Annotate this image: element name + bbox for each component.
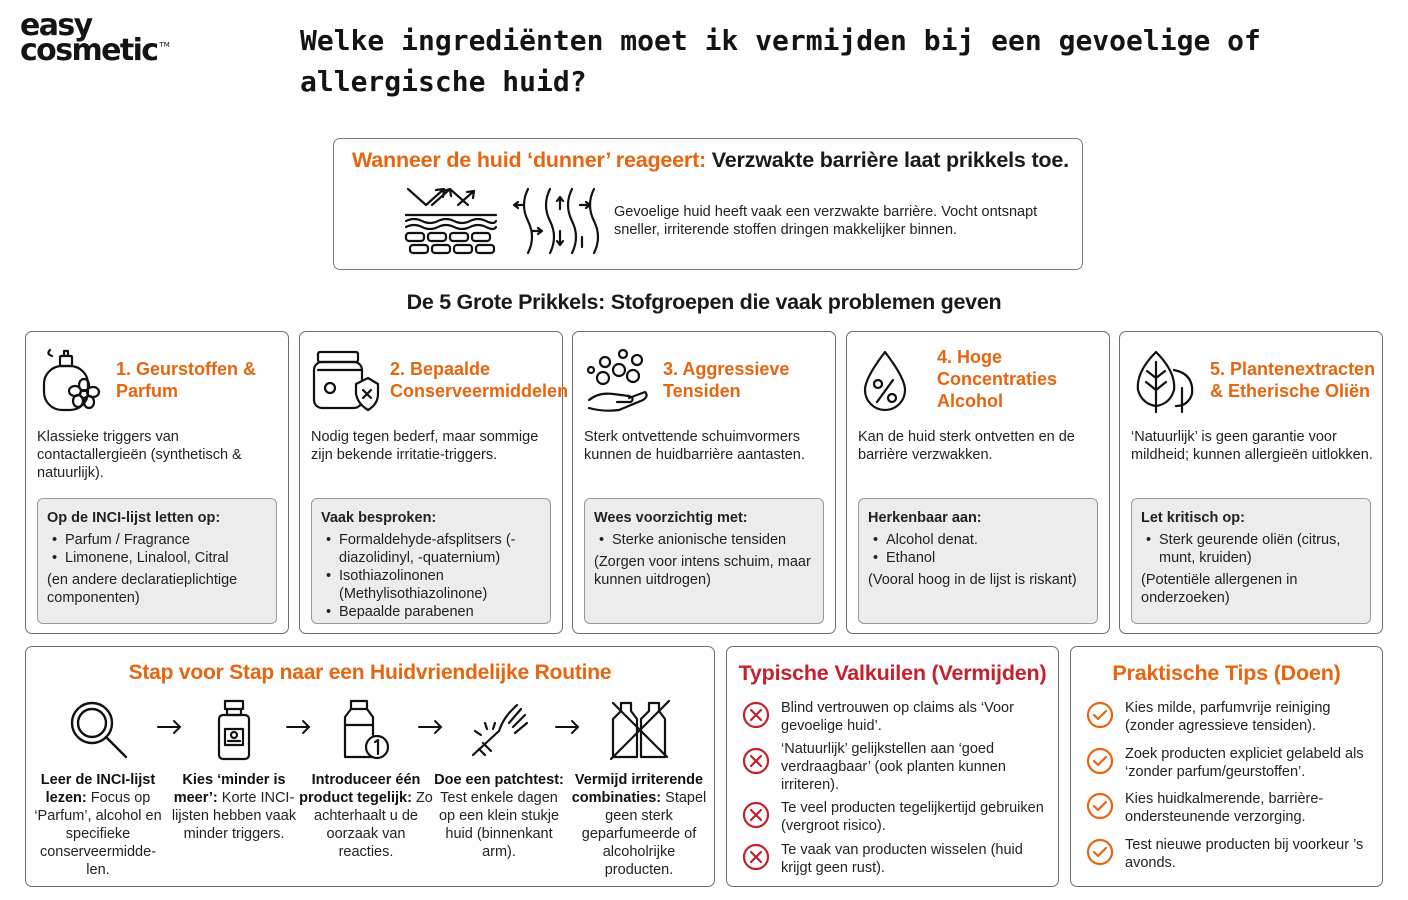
ingredient-list xyxy=(321,531,550,621)
step-body: Focus op ‘Parfum’, alcohol en specifieke conserveermidde-len. xyxy=(34,790,162,878)
list-item: • Alcohol denat. xyxy=(868,531,1097,549)
jar-shield-icon xyxy=(312,348,380,414)
pitfall-text: ‘Natuurlijk’ gelijkstellen aan ‘goed verdraagbaar’ (ook planten kunnen irriteren). xyxy=(781,741,1006,793)
barrier-description: Gevoelige huid heeft vaak een verzwakte barrière. Vocht ontsnapt sneller, irriterende stoffen dringen makkelijker binnen. xyxy=(614,204,1038,238)
routine-steps-box xyxy=(25,646,715,887)
irritant-card-preservatives xyxy=(299,331,569,634)
card-title: 4. Hoge Concentraties Alcohol xyxy=(937,347,1058,411)
list-item: • Bepaalde parabenen xyxy=(321,603,550,621)
pitfall-item xyxy=(741,799,1051,835)
step-heading: Doe een patchtest: xyxy=(434,772,564,788)
list-item: • Limonene, Linalool, Citral xyxy=(47,549,276,567)
routine-step-5 xyxy=(570,771,708,879)
irritant-card-plant-extracts xyxy=(1119,331,1383,634)
pitfalls-title: Typische Valkuilen (Vermijden) xyxy=(738,661,1047,685)
irritant-card-surfactants xyxy=(572,331,836,634)
ingredient-list xyxy=(868,531,1097,567)
step-heading: Leer de INCI-lijst lezen: xyxy=(40,772,156,806)
step-body: Stapel geen sterk geparfumeerde of alcoholrijke producten. xyxy=(581,790,707,878)
inci-watch-box xyxy=(311,498,551,624)
inner-label: Wees voorzichtig met: xyxy=(594,510,748,526)
tip-item xyxy=(1085,745,1377,781)
pitfall-text: Te veel producten tegelijkertijd gebruiken (vergroot risico). xyxy=(781,800,1044,834)
list-item: • Ethanol xyxy=(868,549,1097,567)
tip-item xyxy=(1085,699,1377,735)
cross-circle-icon xyxy=(741,842,771,872)
card-description: ‘Natuurlijk’ is geen garantie voor mildheid; kunnen allergieën uitlokken. xyxy=(1131,429,1373,463)
routine-step-1 xyxy=(30,771,166,879)
tip-item xyxy=(1085,790,1377,826)
barrier-heading xyxy=(352,148,1069,173)
ingredient-list xyxy=(594,531,823,549)
inner-note: (en andere declaratieplichtige componenten) xyxy=(47,572,238,606)
pitfall-item xyxy=(741,699,1051,735)
step-heading: Kies ‘minder is meer’: xyxy=(173,772,286,806)
brand-logo xyxy=(20,8,180,68)
magnifier-icon xyxy=(68,699,130,761)
recognition-box xyxy=(858,498,1098,624)
card-description: Kan de huid sterk ontvetten en de barrière verzwakken. xyxy=(858,429,1075,463)
brand-line-1: easy xyxy=(20,8,92,43)
list-item: • Formaldehyde-afsplitsers (-diazolidinyl, -quaternium) xyxy=(321,531,550,567)
tip-text: Kies milde, parfumvrije reiniging (zonder agressieve tensiden). xyxy=(1125,700,1331,734)
routine-step-2 xyxy=(166,771,302,843)
card-title: 2. Bepaalde Conserveermiddelen xyxy=(390,359,569,401)
step-heading: Vermijd irriterende combinaties: xyxy=(571,772,704,806)
tips-box xyxy=(1070,646,1383,887)
inner-note: (Zorgen voor intens schuim, maar kunnen uitdrogen) xyxy=(594,554,811,588)
tip-text: Test nieuwe producten bij voorkeur ’s avonds. xyxy=(1125,837,1364,871)
percent-drop-icon xyxy=(859,348,927,414)
patch-test-arm-icon xyxy=(469,699,531,761)
list-item: • Parfum / Fragrance xyxy=(47,531,276,549)
step-body: Korte INCI-lijsten hebben vaak minder triggers. xyxy=(171,790,297,842)
caution-box xyxy=(584,498,824,624)
barrier-heading-accent: Wanneer de huid ‘dunner’ reageert: xyxy=(352,148,706,172)
card-title: 3. Aggressieve Tensiden xyxy=(663,359,790,401)
routine-title: Stap voor Stap naar een Huidvriendelijke Routine xyxy=(128,661,612,684)
trademark-mark: TM xyxy=(159,40,170,49)
routine-step-4 xyxy=(432,771,566,861)
page-title: Welke ingrediënten moet ik vermijden bij een gevoelige of allergische huid? xyxy=(300,24,1261,98)
cross-circle-icon xyxy=(741,746,771,776)
inner-note: (Vooral hoog in de lijst is riskant) xyxy=(868,572,1077,588)
arrow-right-icon xyxy=(285,717,313,737)
tip-text: Zoek producten expliciet gelabeld als ‘zonder parfum/geurstoffen’. xyxy=(1125,746,1364,780)
step-heading: Introduceer één product tegelijk: xyxy=(299,772,421,806)
inner-label: Herkenbaar aan: xyxy=(868,510,982,526)
bottle-one-icon xyxy=(335,699,397,761)
check-circle-icon xyxy=(1085,791,1115,821)
barrier-heading-main: Verzwakte barrière laat prikkels toe. xyxy=(706,148,1069,172)
pitfall-item xyxy=(741,740,1051,794)
list-item: • Isothiazolinonen (Methylisothiazolinone) xyxy=(321,567,550,603)
arrow-right-icon xyxy=(156,717,184,737)
cross-circle-icon xyxy=(741,800,771,830)
list-item: • Sterk geurende oliën (citrus, munt, kruiden) xyxy=(1141,531,1370,567)
pitfall-text: Te vaak van producten wisselen (huid krijgt geen rust). xyxy=(781,842,1023,876)
moisture-loss-icon xyxy=(510,185,608,257)
crossed-bottles-icon xyxy=(609,699,671,761)
irritant-card-alcohol xyxy=(846,331,1110,634)
section-title: De 5 Grote Prikkels: Stofgroepen die vaak problemen geven xyxy=(406,290,1002,314)
pitfalls-box xyxy=(726,646,1059,887)
foam-hand-icon xyxy=(585,348,653,414)
tip-text: Kies huidkalmerende, barrière-ondersteunende verzorging. xyxy=(1125,791,1324,825)
pitfall-item xyxy=(741,841,1051,877)
barrier-icons xyxy=(402,185,608,262)
check-circle-icon xyxy=(1085,746,1115,776)
critical-watch-box xyxy=(1131,498,1371,624)
inci-watch-box xyxy=(37,498,277,624)
step-body: Zo achterhaalt u de oorzaak van reacties. xyxy=(314,790,433,860)
barrier-info-box xyxy=(333,138,1083,270)
ingredient-list xyxy=(1141,531,1370,567)
card-title: 5. Plantenextracten & Etherische Oliën xyxy=(1210,359,1376,401)
card-description: Sterk ontvettende schuimvormers kunnen de huidbarrière aantasten. xyxy=(584,429,805,463)
bottle-icon xyxy=(203,699,265,761)
leaf-icon xyxy=(1132,348,1200,414)
list-item: • Sterke anionische tensiden xyxy=(594,531,823,549)
cross-circle-icon xyxy=(741,700,771,730)
check-circle-icon xyxy=(1085,700,1115,730)
inner-label: Let kritisch op: xyxy=(1141,510,1245,526)
ingredient-list xyxy=(47,531,276,567)
perfume-bottle-icon xyxy=(38,348,106,414)
inner-note: (Potentiële allergenen in onderzoeken) xyxy=(1141,572,1298,606)
brand-line-2 xyxy=(20,32,180,68)
skin-layers-icon xyxy=(402,185,500,257)
arrow-right-icon xyxy=(417,717,445,737)
routine-step-3 xyxy=(298,771,434,861)
step-body: Test enkele dagen op een klein stukje huid (binnenkant arm). xyxy=(438,790,560,860)
inner-label: Op de INCI-lijst letten op: xyxy=(47,510,221,526)
brand-line-2-text: cosmetic xyxy=(20,32,158,68)
card-description: Nodig tegen bederf, maar sommige zijn bekende irritatie-triggers. xyxy=(311,429,539,463)
card-description: Klassieke triggers van contactallergieën (synthetisch & natuurlijk). xyxy=(37,429,242,481)
irritant-card-fragrance xyxy=(25,331,289,634)
inner-label: Vaak besproken: xyxy=(321,510,437,526)
tips-title: Praktische Tips (Doen) xyxy=(1112,661,1341,685)
card-title: 1. Geurstoffen & Parfum xyxy=(116,359,257,401)
check-circle-icon xyxy=(1085,837,1115,867)
arrow-right-icon xyxy=(554,717,582,737)
pitfall-text: Blind vertrouwen op claims als ‘Voor gevoelige huid’. xyxy=(781,700,1014,734)
tip-item xyxy=(1085,836,1377,872)
